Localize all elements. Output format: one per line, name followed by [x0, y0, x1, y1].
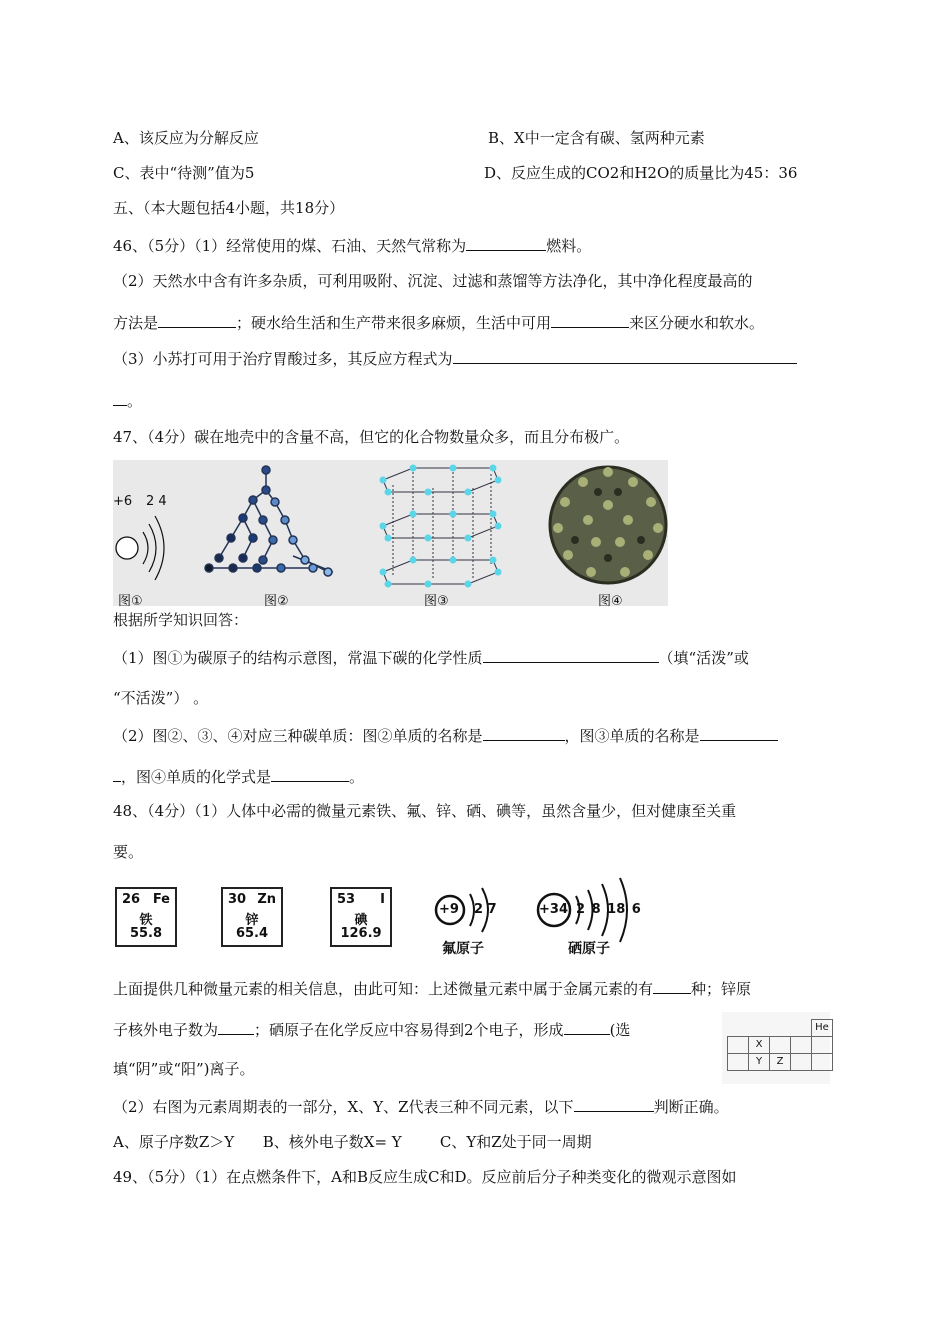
q47-text: 。	[349, 768, 365, 786]
q48-text: 上面提供几种微量元素的相关信息，由此可知：上述微量元素中属于金属元素的有	[113, 980, 654, 998]
selenium-label: 硒原子	[568, 941, 610, 957]
atomic-number: 30	[228, 892, 247, 907]
atom-shells-label: 2 4	[146, 494, 167, 509]
atomic-number: 26	[122, 892, 141, 907]
carbon-figure-svg	[113, 460, 668, 606]
fluorine-nucleus: +9	[439, 902, 459, 917]
x-cell: X	[748, 1036, 770, 1054]
diamond-structure	[205, 466, 333, 576]
element-name: 锌	[245, 913, 259, 928]
element-name: 碘	[354, 913, 368, 928]
q46-text: 46、（5分）（1）经常使用的煤、石油、天然气常称为	[113, 237, 467, 255]
q46-text: 来区分硬水和软水。	[629, 314, 765, 332]
q46-line2: （2）天然水中含有许多杂质，可利用吸附、沉淀、过滤和蒸馏等方法净化，其中净化程度最高的	[113, 272, 753, 290]
answer-blank[interactable]	[158, 312, 236, 328]
section-heading: 五、（本大题包括4小题，共18分）	[113, 199, 345, 217]
selenium-nucleus: +34	[539, 902, 568, 917]
figure-caption: 图①	[118, 594, 143, 609]
option-a: A、该反应为分解反应	[113, 129, 259, 147]
q48-line1: 48、（4分）（1）人体中必需的微量元素铁、氟、锌、硒、碘等，虽然含量少，但对健康至关重	[113, 802, 737, 820]
carbon-atom-diagram	[116, 516, 164, 580]
answer-blank[interactable]	[483, 725, 565, 741]
q48-line2: 要。	[113, 843, 144, 861]
q46-text: （3）小苏打可用于治疗胃酸过多，其反应方程式为	[113, 350, 453, 368]
selenium-shells: 2 8 18 6	[576, 902, 641, 917]
q48-para	[113, 978, 751, 999]
fluorine-shells: 2 7	[474, 902, 497, 917]
q47-text: ，图③单质的名称是	[564, 727, 700, 745]
graphite-structure	[380, 465, 502, 588]
carbon-structures-figure	[113, 460, 668, 609]
figure-caption: 图④	[598, 594, 623, 609]
q48-text: ；硒原子在化学反应中容易得到2个电子，形成	[254, 1021, 564, 1039]
q47-text: （2）图②、③、④对应三种碳单质：图②单质的名称是	[113, 727, 483, 745]
figure-caption: 图③	[424, 594, 449, 609]
element-name: 铁	[139, 913, 153, 928]
q46-text: 。	[127, 392, 143, 410]
q48-text: （2）右图为元素周期表的一部分，X、Y、Z代表三种不同元素，以下	[113, 1098, 574, 1116]
q48-para	[113, 1019, 630, 1040]
q47-line	[113, 766, 364, 787]
option-d: D、反应生成的CO2和H2O的质量比为45：36	[484, 164, 798, 182]
answer-blank[interactable]	[113, 766, 121, 782]
atom-nucleus-label: +6	[113, 494, 133, 509]
q47-line1: 47、（4分）碳在地壳中的含量不高，但它的化合物数量众多，而且分布极广。	[113, 428, 630, 446]
answer-blank[interactable]	[483, 647, 659, 663]
answer-blank[interactable]	[574, 1096, 654, 1112]
q48-para: 填“阴”或“阳”)离子。	[113, 1060, 255, 1078]
q48-text: 种；锌原	[691, 980, 752, 998]
fluorine-atom-diagram	[430, 880, 510, 960]
answer-blank[interactable]	[218, 1019, 254, 1035]
element-symbol: Fe	[152, 892, 170, 907]
periodic-table-fragment	[722, 1012, 830, 1084]
he-cell: He	[811, 1019, 833, 1037]
atomic-mass: 65.4	[235, 926, 269, 941]
answer-blank[interactable]	[551, 312, 629, 328]
q46-text: ；硬水给生活和生产带来很多麻烦，生活中可用	[236, 314, 552, 332]
q46-line1	[113, 235, 591, 256]
y-cell: Y	[748, 1053, 770, 1071]
element-card-fe	[115, 887, 177, 947]
q48-text: 子核外电子数为	[113, 1021, 219, 1039]
atomic-mass: 55.8	[129, 926, 163, 941]
answer-blank[interactable]	[653, 978, 691, 994]
option-b: B、X中一定含有碳、氢两种元素	[488, 129, 705, 147]
element-symbol: I	[380, 892, 385, 907]
q49-line1: 49、（5分）（1）在点燃条件下，A和B反应生成C和D。反应前后分子种类变化的微观示意图如	[113, 1168, 737, 1186]
atomic-number: 53	[337, 892, 356, 907]
q47-line	[113, 725, 778, 746]
element-symbol: Zn	[257, 892, 276, 907]
q47-prompt: 根据所学知识回答：	[113, 611, 249, 629]
answer-blank[interactable]	[466, 235, 546, 251]
fluorine-label: 氟原子	[442, 941, 484, 957]
q46-line5	[113, 390, 142, 411]
element-card-zn	[221, 887, 283, 947]
z-cell: Z	[769, 1053, 791, 1071]
answer-blank[interactable]	[271, 766, 349, 782]
q47-line: “不活泼”） 。	[113, 689, 209, 707]
answer-blank[interactable]	[453, 348, 797, 364]
q46-text: 方法是	[113, 314, 159, 332]
q46-text: 燃料。	[546, 237, 592, 255]
q47-text: （1）图①为碳原子的结构示意图，常温下碳的化学性质	[113, 649, 483, 667]
selenium-atom-diagram	[536, 876, 646, 960]
q46-line4	[113, 348, 797, 369]
answer-blank[interactable]	[700, 725, 778, 741]
answer-blank[interactable]	[564, 1019, 610, 1035]
option-c: C、表中“待测”值为5	[113, 164, 255, 182]
q48-text: 判断正确。	[653, 1098, 729, 1116]
q47-text: （填“活泼”或	[658, 649, 749, 667]
q46-line3	[113, 312, 764, 333]
q48-options: A、原子序数Z＞Y B、核外电子数X= Y C、Y和Z处于同一周期	[113, 1133, 592, 1151]
q47-text: ，图④单质的化学式是	[121, 768, 272, 786]
figure-caption: 图②	[264, 594, 289, 609]
q47-line	[113, 647, 749, 668]
q48-text: (选	[609, 1021, 631, 1039]
q48-para	[113, 1096, 729, 1117]
atomic-mass: 126.9	[340, 926, 382, 941]
element-card-i	[330, 887, 392, 947]
fullerene-structure	[550, 467, 666, 583]
answer-blank[interactable]	[113, 390, 127, 406]
